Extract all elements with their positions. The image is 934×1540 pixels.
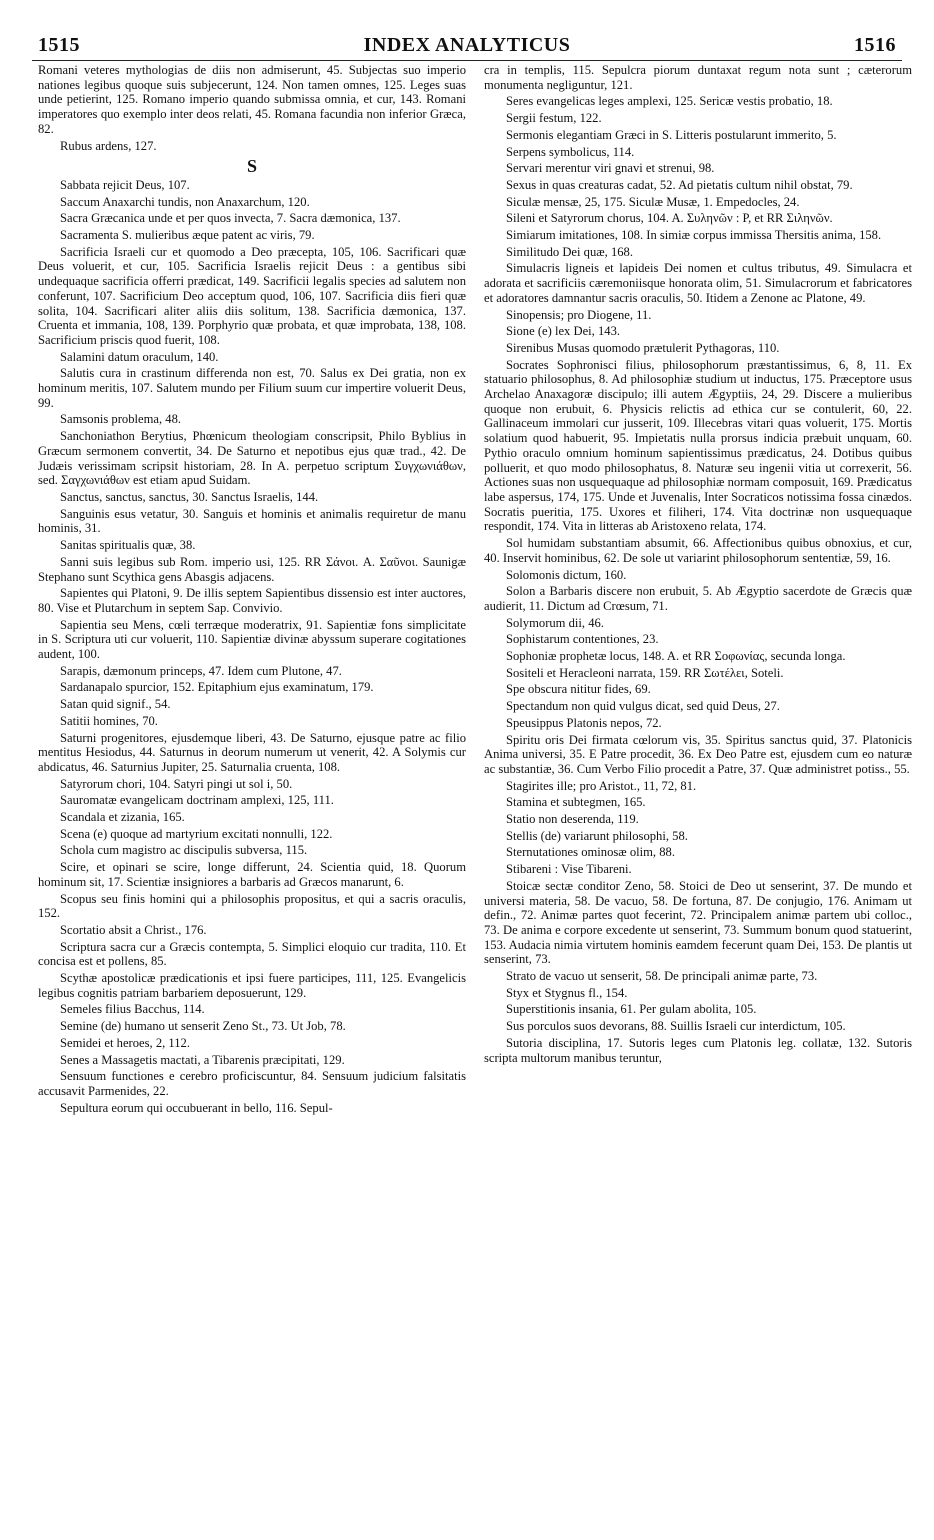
index-entry: Strato de vacuo ut senserit, 58. De principali animæ parte, 73. [506, 969, 818, 984]
index-entry: Solon a Barbaris discere non erubuit, 5. Ab Ægyptio sacerdote de Græcis quæ audierit, 11. Dictum ad Crœsum, 71. [484, 584, 912, 613]
index-entry: Sapientia seu Mens, cœli terræque moderatrix, 91. Sapientiæ fons simplicitate in S. Scriptura uti cur voluerit, 110. Sapientiæ divinæ abyssum superare cogitationes audent, 100. [38, 617, 466, 662]
index-entry: Salutis cura in crastinum differenda non est, 70. Salus ex Dei gratia, non ex hominum meritis, 107. Salutem mundo per Filium suum cur impertire voluerit Deus, 99. [38, 366, 466, 410]
index-entry: Saturni progenitores, ejusdemque liberi, 43. De Saturno, ejusque patre ac filio mentitus Hesiodus, 44. Saturnus in deorum numerum ut venerit, 42. A Solymis cur abdicatus, 46. Saturnius Jupiter, 25. Saturnalia cruenta, 108. [38, 730, 466, 774]
index-entry: Scena (e) quoque ad martyrium excitati nonnulli, 122. [60, 826, 333, 841]
index-entry: Sanchoniathon Berytius, Phœnicum theologiam conscripsit, Philo Byblius in Græcum sermonem convertit, 34. De Saturno et nepotibus ejus quæ trad., 42. De Judæis verissimam scripsit historiam, 28. In A. perpetuo scriptum Συγχωνιάθων, sed. Σαγχωνιάθων est etiam apud Suidam. [38, 429, 466, 488]
index-entry: Sauromatæ evangelicam doctrinam amplexi, 125, 111. [60, 793, 334, 808]
index-entry: Samsonis problema, 48. [60, 412, 182, 427]
index-entry: Scortatio absit a Christ., 176. [60, 922, 207, 937]
index-entry: Sacrificia Israeli cur et quomodo a Deo præcepta, 105, 106. Sacrificari quæ Deus voluerit, et cur, 105. Sacrificia Israelis rejicit Deus : a gentibus sibi undequaque sacrificia offerri prædicat, 149. Sacrificii legalis species ad salutem non conferunt, 107. Sacrificium Deo acceptum quod, 106, 107. Sacrificia diis fieri quæ solita, 104. Sacrificari aliter aliis diis solitum, 138. Sacrificia dæmonica, 137. Cruenta et immania, 108, 139. Porphyrio quæ probata, et quæ improbata, 138, 108. Sacrificium priscis quod fuerit, 108. [38, 244, 466, 347]
index-entry: Stoicæ sectæ conditor Zeno, 58. Stoici de Deo ut senserint, 37. De mundo et universi materia, 58. De vacuo, 58. De fortuna, 87. De conjugio, 176. Animam ut defin., 72. Animæ partes quot fecerint, 72. Principalem animæ partem ubi colloc., 73. De anima e corpore excedente ut senserint, 73. Summum bonum quod statuerint, 153. Audacia nimia virtutem hominis eamdem fecerunt quam Dei, 153. De plantis ut senserint, 73. [484, 878, 912, 967]
index-entry: Sinopensis; pro Diogene, 11. [506, 307, 652, 322]
index-entry: Scopus seu finis homini qui a philosophis propositus, et qui a sacris oraculis, 152. [38, 891, 466, 921]
index-entry: Saccum Anaxarchi tundis, non Anaxarchum, 120. [60, 194, 310, 209]
index-entry: Superstitionis insania, 61. Per gulam abolita, 105. [506, 1002, 757, 1017]
index-entry: Sileni et Satyrorum chorus, 104. A. Συληνῶν : P, et RR Σιληνῶν. [506, 211, 833, 226]
index-entry: Sione (e) lex Dei, 143. [506, 324, 621, 339]
index-entry: Sternutationes ominosæ olim, 88. [506, 845, 675, 860]
index-entry: Scythæ apostolicæ prædicationis et ipsi fuere participes, 111, 125. Evangelicis legibus cognitis patriam barbariem deposuerunt, 129. [38, 971, 466, 1000]
index-entry: Stibareni : Vise Tibareni. [506, 862, 632, 877]
index-entry: Sapientes qui Platoni, 9. De illis septem Sapientibus dissensio est inter auctores, 80. Vise et Plutarchum in septem Sap. Convivio. [38, 586, 466, 615]
index-entry: Scandala et zizania, 165. [60, 810, 185, 825]
index-entry: Satitii homines, 70. [60, 713, 158, 728]
index-entry: Solymorum dii, 46. [506, 615, 604, 630]
right-column [484, 63, 912, 1065]
index-entry: Stellis (de) variarunt philosophi, 58. [506, 828, 688, 843]
index-entry: Spe obscura nititur fides, 69. [506, 682, 651, 697]
index-entry: Scire, et opinari se scire, longe differunt, 24. Scientia quid, 18. Quorum hominum sit, 17. Scientiæ insigniores a barbaris ad Græcos manarunt, 6. [38, 860, 466, 889]
index-entry: Seres evangelicas leges amplexi, 125. Sericæ vestis probatio, 18. [506, 94, 833, 109]
index-entry: Stamina et subtegmen, 165. [506, 795, 646, 810]
index-entry: Speusippus Platonis nepos, 72. [506, 715, 662, 730]
running-title: INDEX ANALYTICUS [363, 34, 571, 56]
index-entry: Spectandum non quid vulgus dicat, sed quid Deus, 27. [506, 699, 780, 714]
index-entry: Sositeli et Heracleoni narrata, 159. RR Σωτέλει, Soteli. [506, 665, 784, 680]
index-entry: Sanni suis legibus sub Rom. imperio usi, 125. RR Σάνοι. A. Σαῦνοι. Saunigæ Stephano sunt Scythica gens Abasgis adjacens. [38, 554, 466, 584]
index-entry: Scriptura sacra cur a Græcis contempta, 5. Simplici eloquio cur tradita, 110. Et concisa est et pollens, 85. [38, 939, 466, 969]
index-entry: Semine (de) humano ut senserit Zeno St., 73. Ut Job, 78. [60, 1019, 346, 1034]
index-entry: Senes a Massagetis mactati, a Tibarenis præcipitati, 129. [60, 1052, 345, 1067]
index-entry: Serpens symbolicus, 114. [506, 144, 635, 159]
index-entry: Sanitas spiritualis quæ, 38. [60, 538, 196, 553]
index-entry: Siculæ mensæ, 25, 175. Siculæ Musæ, 1. Empedocles, 24. [506, 194, 800, 209]
index-entry: Similitudo Dei quæ, 168. [506, 244, 633, 259]
index-entry: Socrates Sophronisci filius, philosophorum præstantissimus, 6, 8, 11. Ex statuario philosophus, 8. Ad philosophiæ studium ut inductus, 175. Præceptore usus Archelao Anaxagoræ discipulo; illi autem Ægyptiis, 24, 29. Discere a mulieribus quoque non erubuit, 6. Physicis relictis ad ethica cur se contulerit, 60, 22. Gallinaceum immolari cur jusserit, 109. Illecebras vitari quas voluerit, 175. Mortis solatium quod habuerit, 95. Impietatis nulla prorsus indicia præbuit unquam, 60. Pythio oraculo omnium hominum sapientissimus prædicatus, 24. Dotibus quibus polluerit, et quo modo philosophatus, 8. Naturæ seu ingenii vitia ut correxerit, 56. Actiones suas non usquequaque ad philosophiæ normam composuit, 169. Prædicatus labe aspersus, 174, 175. Unde et Juvenalis, Inter Socraticos notissima fossa cinædos. Socratis pueritia, 175. Uxores et filiheri, 174. Vita doctrinæ non usquequaque respondit, 174. Vita in litteras ab Aristoxeno relata, 174. [484, 357, 912, 534]
index-entry: Schola cum magistro ac discipulis subversa, 115. [60, 843, 308, 858]
page-header [32, 34, 902, 61]
index-entry: Semidei et heroes, 2, 112. [60, 1035, 190, 1050]
index-entry: Sanguinis esus vetatur, 30. Sanguis et hominis et animalis requiretur de manu hominis, 31. [38, 506, 466, 536]
index-entry: Sardanapalo spurcior, 152. Epitaphium ejus examinatum, 179. [60, 680, 374, 695]
index-entry: Simulacris ligneis et lapideis Dei nomen et cultus tributus, 49. Simulacra et adorata et sacrificiis cæremoniisque honorata olim, 51. Simulacrorum et fabricatores et adoratores damnantur sacris oraculis, 50. Itidem a Zenone ac Platone, 49. [484, 261, 912, 305]
left-column [38, 63, 466, 1115]
index-entry: Solomonis dictum, 160. [506, 567, 627, 582]
index-entry: Spiritu oris Dei firmata cœlorum vis, 35. Spiritus sanctus quid, 37. Platonicis Anima universi, 35. E Patre procedit, 36. Ex Deo Patre est, ejusdem cum eo naturæ ac substantiæ, 36. Cum Verbo Filio procedit a Patre, 37. Quæ administret potiss., 55. [484, 732, 912, 776]
index-entry: Sergii festum, 122. [506, 111, 602, 126]
index-entry: Salamini datum oraculum, 140. [60, 349, 219, 364]
index-entry: Sophistarum contentiones, 23. [506, 632, 659, 647]
index-entry: Sepultura eorum qui occubuerant in bello, 116. Sepul- [60, 1100, 333, 1115]
index-entry: Sacramenta S. mulieribus æque patent ac viris, 79. [60, 228, 315, 243]
index-entry: Sophoniæ prophetæ locus, 148. A. et RR Σοφωνίας, secunda longa. [506, 649, 846, 664]
index-entry: Sol humidam substantiam absumit, 66. Affectionibus quibus obnoxius, et cur, 40. Inservit hominibus, 62. De sole ut variarint philosophorum sententiæ, 59, 16. [484, 536, 912, 565]
index-entry: Sarapis, dæmonum princeps, 47. Idem cum Plutone, 47. [60, 663, 342, 678]
index-entry: Semeles filius Bacchus, 114. [60, 1002, 205, 1017]
left-page-number: 1515 [38, 34, 80, 56]
index-entry: Styx et Stygnus fl., 154. [506, 985, 628, 1000]
index-entry: Simiarum imitationes, 108. In simiæ corpus immissa Thersitis anima, 158. [506, 228, 882, 243]
index-entry: Statio non deserenda, 119. [506, 812, 639, 827]
index-entry: Sus porculos suos devorans, 88. Suillis Israeli cur interdictum, 105. [506, 1019, 846, 1034]
index-entry: cra in templis, 115. Sepulcra piorum duntaxat regum nota sunt ; cæterorum monumenta negliguntur, 121. [484, 63, 912, 92]
index-entry: Rubus ardens, 127. [60, 138, 157, 153]
index-entry: Satyrorum chori, 104. Satyri pingi ut sol i, 50. [60, 776, 293, 791]
index-entry: Sabbata rejicit Deus, 107. [60, 177, 190, 192]
index-entry: Stagirites ille; pro Aristot., 11, 72, 81. [506, 778, 697, 793]
index-entry: Satan quid signif., 54. [60, 697, 171, 712]
index-entry: Sirenibus Musas quomodo prætulerit Pythagoras, 110. [506, 340, 780, 355]
index-entry: Sexus in quas creaturas cadat, 52. Ad pietatis cultum nihil obstat, 79. [506, 177, 853, 192]
index-entry: Sutoria disciplina, 17. Sutoris leges cum Platonis leg. collatæ, 132. Sutoris scripta multorum manibus teruntur, [484, 1035, 912, 1065]
index-entry: Sensuum functiones e cerebro proficiscuntur, 84. Sensuum judicium falsitatis accusavit Parmenides, 22. [38, 1069, 466, 1098]
index-entry: Sacra Græcanica unde et per quos invecta, 7. Sacra dæmonica, 137. [60, 211, 401, 226]
index-entry: Romani veteres mythologias de diis non admiserunt, 45. Subjectas suo imperio nationes legibus quoque suis subjecerunt, 124. Non tamen omnes, 125. Leges suas unde petierint, 125. Romano imperio quando submissa omnia, et cur, 143. Romani imperatores quo exemplo inter deos relati, 45. Romana facundia non inferior Græca, 82. [38, 63, 466, 136]
index-entry: Sermonis elegantiam Græci in S. Litteris postularunt immerito, 5. [506, 127, 837, 142]
index-entry: Servari merentur viri gnavi et strenui, 98. [506, 161, 715, 176]
index-entry: Sanctus, sanctus, sanctus, 30. Sanctus Israelis, 144. [60, 489, 319, 504]
right-page-number: 1516 [854, 34, 896, 56]
section-letter: S [246, 156, 257, 177]
